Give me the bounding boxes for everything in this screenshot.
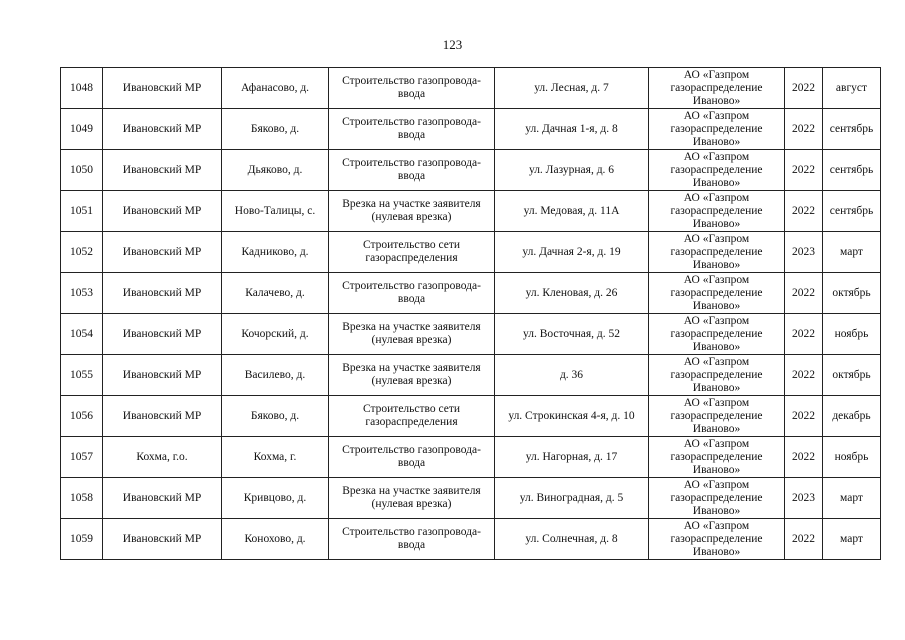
month-cell: ноябрь	[823, 314, 881, 355]
organization-cell: АО «Газпром газораспределение Иваново»	[649, 396, 785, 437]
table-row	[61, 519, 881, 560]
year-cell: 2022	[785, 191, 823, 232]
work-type-cell: Врезка на участке заявителя (нулевая врезка)	[329, 191, 495, 232]
month-cell: октябрь	[823, 355, 881, 396]
row-number-cell: 1053	[61, 273, 103, 314]
month-cell: март	[823, 478, 881, 519]
month-cell: сентябрь	[823, 150, 881, 191]
table-row	[61, 150, 881, 191]
address-cell: ул. Восточная, д. 52	[495, 314, 649, 355]
year-cell: 2022	[785, 314, 823, 355]
month-cell: август	[823, 68, 881, 109]
table-row	[61, 437, 881, 478]
table-row	[61, 355, 881, 396]
month-cell: сентябрь	[823, 191, 881, 232]
organization-cell: АО «Газпром газораспределение Иваново»	[649, 191, 785, 232]
year-cell: 2022	[785, 396, 823, 437]
address-cell: ул. Виноградная, д. 5	[495, 478, 649, 519]
year-cell: 2022	[785, 68, 823, 109]
organization-cell: АО «Газпром газораспределение Иваново»	[649, 109, 785, 150]
table-row	[61, 273, 881, 314]
year-cell: 2023	[785, 478, 823, 519]
address-cell: ул. Дачная 1-я, д. 8	[495, 109, 649, 150]
row-number-cell: 1058	[61, 478, 103, 519]
organization-cell: АО «Газпром газораспределение Иваново»	[649, 314, 785, 355]
address-cell: ул. Строкинская 4-я, д. 10	[495, 396, 649, 437]
organization-cell: АО «Газпром газораспределение Иваново»	[649, 68, 785, 109]
year-cell: 2022	[785, 150, 823, 191]
district-cell: Ивановский МР	[103, 109, 222, 150]
month-cell: октябрь	[823, 273, 881, 314]
district-cell: Кохма, г.о.	[103, 437, 222, 478]
row-number-cell: 1049	[61, 109, 103, 150]
district-cell: Ивановский МР	[103, 68, 222, 109]
address-cell: ул. Кленовая, д. 26	[495, 273, 649, 314]
month-cell: март	[823, 232, 881, 273]
row-number-cell: 1059	[61, 519, 103, 560]
organization-cell: АО «Газпром газораспределение Иваново»	[649, 232, 785, 273]
district-cell: Ивановский МР	[103, 150, 222, 191]
row-number-cell: 1057	[61, 437, 103, 478]
locality-cell: Афанасово, д.	[222, 68, 329, 109]
work-type-cell: Врезка на участке заявителя (нулевая врезка)	[329, 355, 495, 396]
locality-cell: Дьяково, д.	[222, 150, 329, 191]
locality-cell: Бяково, д.	[222, 109, 329, 150]
locality-cell: Василево, д.	[222, 355, 329, 396]
row-number-cell: 1051	[61, 191, 103, 232]
year-cell: 2023	[785, 232, 823, 273]
table-row	[61, 68, 881, 109]
work-type-cell: Строительство газопровода- ввода	[329, 519, 495, 560]
row-number-cell: 1052	[61, 232, 103, 273]
row-number-cell: 1048	[61, 68, 103, 109]
row-number-cell: 1055	[61, 355, 103, 396]
work-type-cell: Строительство газопровода- ввода	[329, 150, 495, 191]
gasification-table	[60, 67, 881, 560]
year-cell: 2022	[785, 355, 823, 396]
table-row	[61, 396, 881, 437]
work-type-cell: Строительство газопровода- ввода	[329, 273, 495, 314]
year-cell: 2022	[785, 437, 823, 478]
year-cell: 2022	[785, 273, 823, 314]
address-cell: д. 36	[495, 355, 649, 396]
organization-cell: АО «Газпром газораспределение Иваново»	[649, 478, 785, 519]
district-cell: Ивановский МР	[103, 314, 222, 355]
work-type-cell: Врезка на участке заявителя (нулевая врезка)	[329, 314, 495, 355]
address-cell: ул. Лазурная, д. 6	[495, 150, 649, 191]
address-cell: ул. Солнечная, д. 8	[495, 519, 649, 560]
district-cell: Ивановский МР	[103, 232, 222, 273]
locality-cell: Калачево, д.	[222, 273, 329, 314]
work-type-cell: Строительство газопровода- ввода	[329, 437, 495, 478]
district-cell: Ивановский МР	[103, 191, 222, 232]
month-cell: ноябрь	[823, 437, 881, 478]
locality-cell: Кадниково, д.	[222, 232, 329, 273]
district-cell: Ивановский МР	[103, 519, 222, 560]
district-cell: Ивановский МР	[103, 396, 222, 437]
locality-cell: Конохово, д.	[222, 519, 329, 560]
work-type-cell: Строительство газопровода- ввода	[329, 68, 495, 109]
organization-cell: АО «Газпром газораспределение Иваново»	[649, 519, 785, 560]
table-row	[61, 109, 881, 150]
table-row	[61, 314, 881, 355]
organization-cell: АО «Газпром газораспределение Иваново»	[649, 355, 785, 396]
district-cell: Ивановский МР	[103, 273, 222, 314]
organization-cell: АО «Газпром газораспределение Иваново»	[649, 150, 785, 191]
work-type-cell: Строительство сети газораспределения	[329, 396, 495, 437]
address-cell: ул. Медовая, д. 11А	[495, 191, 649, 232]
district-cell: Ивановский МР	[103, 478, 222, 519]
address-cell: ул. Дачная 2-я, д. 19	[495, 232, 649, 273]
work-type-cell: Врезка на участке заявителя (нулевая врезка)	[329, 478, 495, 519]
address-cell: ул. Нагорная, д. 17	[495, 437, 649, 478]
locality-cell: Ново-Талицы, с.	[222, 191, 329, 232]
table-row	[61, 478, 881, 519]
month-cell: декабрь	[823, 396, 881, 437]
locality-cell: Кривцово, д.	[222, 478, 329, 519]
row-number-cell: 1056	[61, 396, 103, 437]
address-cell: ул. Лесная, д. 7	[495, 68, 649, 109]
year-cell: 2022	[785, 109, 823, 150]
month-cell: сентябрь	[823, 109, 881, 150]
page-number: 123	[442, 37, 463, 52]
table-row	[61, 232, 881, 273]
organization-cell: АО «Газпром газораспределение Иваново»	[649, 273, 785, 314]
table-body	[61, 68, 881, 560]
year-cell: 2022	[785, 519, 823, 560]
month-cell: март	[823, 519, 881, 560]
row-number-cell: 1054	[61, 314, 103, 355]
locality-cell: Кочорский, д.	[222, 314, 329, 355]
row-number-cell: 1050	[61, 150, 103, 191]
work-type-cell: Строительство сети газораспределения	[329, 232, 495, 273]
district-cell: Ивановский МР	[103, 355, 222, 396]
table-row	[61, 191, 881, 232]
locality-cell: Бяково, д.	[222, 396, 329, 437]
locality-cell: Кохма, г.	[222, 437, 329, 478]
organization-cell: АО «Газпром газораспределение Иваново»	[649, 437, 785, 478]
work-type-cell: Строительство газопровода- ввода	[329, 109, 495, 150]
